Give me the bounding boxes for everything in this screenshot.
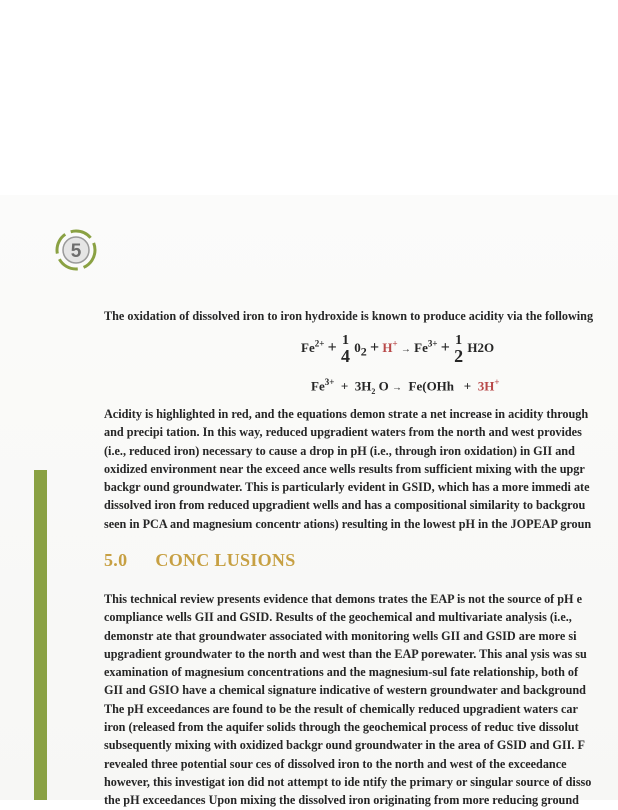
paragraph-line: demonstr ate that groundwater associated with monitoring wells GII and GSID are more si (104, 628, 577, 643)
paragraph-line: GII and GSIO have a chemical signature indicative of western groundwater and background (104, 683, 586, 698)
paragraph-line: Acidity is highlighted in red, and the equations demon strate a net increase in acidity through (104, 407, 589, 421)
paragraph-line: the pH exceedances Upon mixing the dissolved iron originating from more reducing ground (104, 793, 579, 808)
paragraph-line: revealed three potential sour ces of dissolved iron to the north and west of the exceedance (104, 756, 567, 771)
paragraph-line: oxidized environment near the exceed ance wells results from sufficient mixing with the upgr (104, 461, 585, 476)
paragraph-line: seen in PCA and magnesium concentr ations) resulting in the lowest pH in the JOPEAP groun (104, 516, 592, 531)
paragraph-line: backgr ound groundwater. This is particularly evident in GSID, which has a more immedi ate (104, 480, 590, 495)
paragraph-line: The pH exceedances are found to be the result of chemically reduced upgradient waters car (104, 701, 578, 716)
section-heading-number: 5.0 (104, 550, 128, 570)
equation-iron-hydrolysis: $Fe^{3+} + 3H_2$ O → Fe(OHh + 3H+ (311, 377, 500, 396)
intro-line: The oxidation of dissolved iron to iron hydroxide is known to produce acidity via the following (104, 309, 594, 323)
section-heading-title: CONC LUSIONS (155, 550, 296, 570)
intro-text (104, 307, 618, 325)
conclusions-paragraph (104, 590, 618, 810)
paragraph-line: iron (released from the aquifer solids through the geochemical process of reduc tive dissolut (104, 720, 579, 735)
paragraph-line: This technical review presents evidence that demons trates the EAP is not the source of pH e (104, 592, 582, 606)
paragraph-line: dissolved iron from reduced upgradient wells and has a compositional similarity to backgrou (104, 498, 586, 513)
section-heading (104, 550, 296, 571)
paragraph-line: upgradient groundwater to the north and west than the EAP porewater. This anal ysis was su (104, 646, 587, 661)
paragraph-line: and precipi tation. In this way, reduced upgradient waters from the north and west provides (104, 425, 582, 440)
paragraph-line: however, this investigat ion did not attempt to ide ntify the primary or singular source of disso (104, 774, 592, 789)
paragraph-line: (i.e., reduced iron) necessary to cause a drop in pH (i.e., through iron oxidation) in GII and (104, 443, 575, 458)
paragraph-line: subsequently mixing with oxidized backgr ound groundwater in the area of GSID and GII. F (104, 738, 585, 753)
paragraph-line: examination of magnesium concentrations and the magnesium-sul fate relationship, both of (104, 665, 579, 680)
section-number-label: 5 (70, 241, 82, 262)
green-side-bar (34, 470, 47, 800)
equation-iron-oxidation: $Fe^{2+}$ + 1 4 $0_2 + H^+ \to Fe^{3+}$ + 1 2 H2O (301, 333, 495, 366)
paragraph-line: compliance wells GII and GSID. Results of the geochemical and multivariate analysis (i.e., (104, 610, 572, 625)
section-number-badge-icon (54, 228, 98, 272)
acidity-paragraph (104, 405, 618, 533)
